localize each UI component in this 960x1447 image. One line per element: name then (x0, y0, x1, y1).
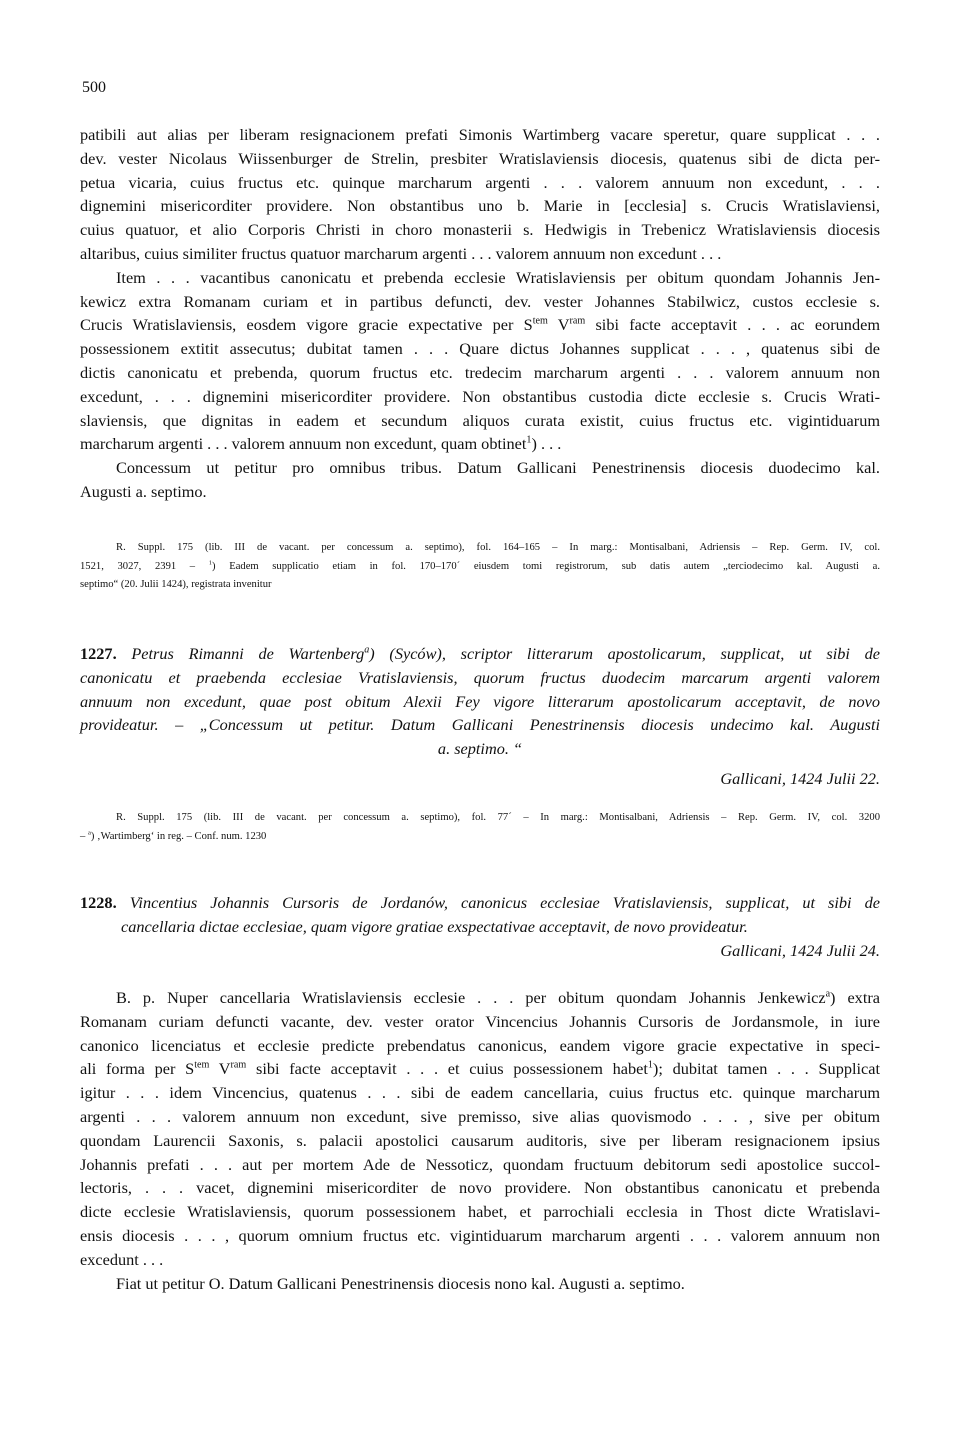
text-line: cancellaria dictae ecclesiae, quam vigore gratiae exspectativae acceptavit, de novo provideatur. (121, 916, 748, 936)
text-line: ensis diocesis . . . , quorum omnium fructus etc. vigintiduarum marcharum argenti . . . valorem annuum non (80, 1225, 880, 1245)
text-line: argenti . . . valorem annuum non excedunt, sive premisso, sive alias quovismodo . . . , sive per obitum (80, 1106, 880, 1126)
entry-date: Gallicani, 1424 Julii 24. (720, 940, 880, 960)
note-line: 1521, 3027, 2391 – $^1$) Eadem supplicatio etiam in fol. 170–170´ eiusdem tomi registrorum, sub datis autem „terciodecimo kal. Augusti a. (80, 558, 880, 572)
fiat-line: Fiat ut petitur O. Datum Gallicani Penestrinensis diocesis nono kal. Augusti a. septimo. (116, 1273, 685, 1293)
text-line: petua vicaria, cuius fructus etc. quinque marcharum argenti . . . valorem annuum non excedunt, . . . (80, 172, 880, 192)
text-line: lectoris, . . . vacet, dignemini misericorditer de novo providere. Non obstantibus canonicatu et prebenda (80, 1178, 880, 1198)
note-line: septimo“ (20. Julii 1424), registrata invenitur (80, 579, 272, 590)
text-line: excedunt, . . . dignemini misericorditer providere. Non obstantibus custodia dicte ecclesie s. Crucis Wrati- (80, 386, 880, 406)
text-line: excedunt . . . (80, 1249, 164, 1269)
text-line: dictis canonicatu et prebenda, quorum fructus etc. tredecim marcharum argenti . . . valorem annuum non (80, 362, 880, 382)
entry-number: 1227. (80, 644, 117, 663)
text-line: canonico licenciatus et ecclesie predicte prebendatus canonicus, eandem vigore gracie expectative in speci- (80, 1035, 880, 1055)
text-line: dicte ecclesie Wratislaviensis, quorum possessionem habet, et parrochiali ecclesia in Thost dicte Wratislavi- (80, 1202, 880, 1222)
entry-date: Gallicani, 1424 Julii 22. (720, 768, 880, 788)
note-line: – $^a$) ‚Wartimberg‘ in reg. – Conf. num. 1230 (80, 828, 267, 842)
text-line: dev. vester Nicolaus Wiissenburger de Strelin, presbiter Wratislaviensis diocesis, quatenus sibi de dicta per- (80, 148, 880, 168)
concessum-line: Augusti a. septimo. (80, 481, 207, 501)
text-line: a. septimo. “ (437, 739, 523, 759)
text-line: annuum non excedunt, quae post obitum Alexii Fey vigore litterarum apostolicarum acceptavit, de novo (80, 691, 880, 711)
entry-1228-body (80, 986, 880, 1295)
note-line: R. Suppl. 175 (lib. III de vacant. per concessum a. septimo), fol. 77´ – In marg.: Montisalbani, Adriensis – Rep. Germ. IV, col. 3200 (116, 812, 880, 823)
source-note (80, 809, 880, 846)
text-line: cuius quatuor, et alio Corporis Christi in choro monasterii s. Hedwigis in Trebenicz Wratislaviensis diocesis (80, 220, 880, 240)
text-line: slaviensis, que dignitas in eadem et secundum aliquos curata existit, cuius fructus etc. vigintiduarum (80, 410, 880, 430)
entry-1227-regest (80, 642, 880, 791)
text-line: 1227. Petrus Rimanni de Wartenberg$^a$) (Syców), scriptor litterarum apostolicarum, supplicat, ut sibi de (80, 644, 880, 663)
text-line: quondam Laurencii Saxonis, s. palacii apostolici causarum auditoris, sive per liberam resignacionem ipsius (80, 1130, 880, 1150)
concessum-line: Concessum ut petitur pro omnibus tribus. Datum Gallicani Penestrinensis diocesis duodecimo kal. (116, 458, 880, 478)
text-line: kewicz extra Romanam curiam et in partibus defuncti, dev. vester Johannes Stabilwicz, custos ecclesie s. (80, 291, 880, 311)
text-line: patibili aut alias per liberam resignacionem prefati Simonis Wartimberg vacare speretur, quare supplicat . . . (80, 125, 880, 144)
text-line: igitur . . . idem Vincencius, quatenus . . . sibi de eadem cancellaria, cuius fructus etc. quinque marcharum (80, 1083, 880, 1103)
text-line: Crucis Wratislaviensis, eosdem vigore gracie expectative per $S^{tem}$ $V^{ram}$ sibi facte acceptavit . . . ac eorundem (80, 315, 880, 335)
text-line: Item . . . vacantibus canonicatu et prebenda ecclesie Wratislaviensis per obitum quondam Johannis Jen- (116, 267, 880, 287)
source-note (80, 539, 880, 595)
text-line: Johannis prefati . . . aut per mortem Ade de Nessoticz, quondam fructuum debitorum sedi apostolice succol- (80, 1154, 880, 1174)
text-line: canonicatu et praebenda ecclesiae Vratislaviensis, quorum fructus duodecim marcarum argenti valorem (80, 667, 880, 687)
entry-number: 1228. (80, 893, 117, 912)
text-line: ali forma per $S^{tem}$ $V^{ram}$ sibi facte acceptavit . . . et cuius possessionem habet$^1$); dubitat tamen . . . Supplicat (80, 1059, 880, 1079)
text-line: B. p. Nuper cancellaria Wratislaviensis ecclesie . . . per obitum quondam Johannis Jenkewicz$^a$) extra (116, 988, 880, 1007)
text-line: altaribus, cuius similiter fructus quatuor marcharum argenti . . . valorem annuum non excedunt . . . (80, 243, 722, 263)
text-line: marcharum argenti . . . valorem annuum non excedunt, quam obtinet$^1$) . . . (80, 434, 562, 454)
carryover-text (80, 123, 880, 504)
text-line: possessionem extitit assecutus; dubitat tamen . . . Quare dictus Johannes supplicat . . . , quatenus sibi de (80, 339, 880, 359)
text-line: Romanam curiam defuncti vacante, dev. vester orator Vincencius Johannis Cursoris de Jordansmole, in iure (80, 1011, 880, 1031)
text-line: provideatur. – „Concessum ut petitur. Datum Gallicani Penestrinensis diocesis undecimo kal. Augusti (80, 715, 880, 735)
page-number: 500 (82, 79, 106, 96)
text-line: dignemini misericorditer providere. Non obstantibus uno b. Marie in [ecclesia] s. Crucis Wratislaviensi, (80, 196, 880, 216)
text-line: 1228. Vincentius Johannis Cursoris de Jordanów, canonicus ecclesiae Vratislaviensis, supplicat, ut sibi de (80, 893, 880, 912)
note-line: R. Suppl. 175 (lib. III de vacant. per concessum a. septimo), fol. 164–165 – In marg.: Montisalbani, Adriensis – Rep. Germ. IV, col. (116, 542, 880, 553)
entry-1228-regest (80, 891, 880, 962)
